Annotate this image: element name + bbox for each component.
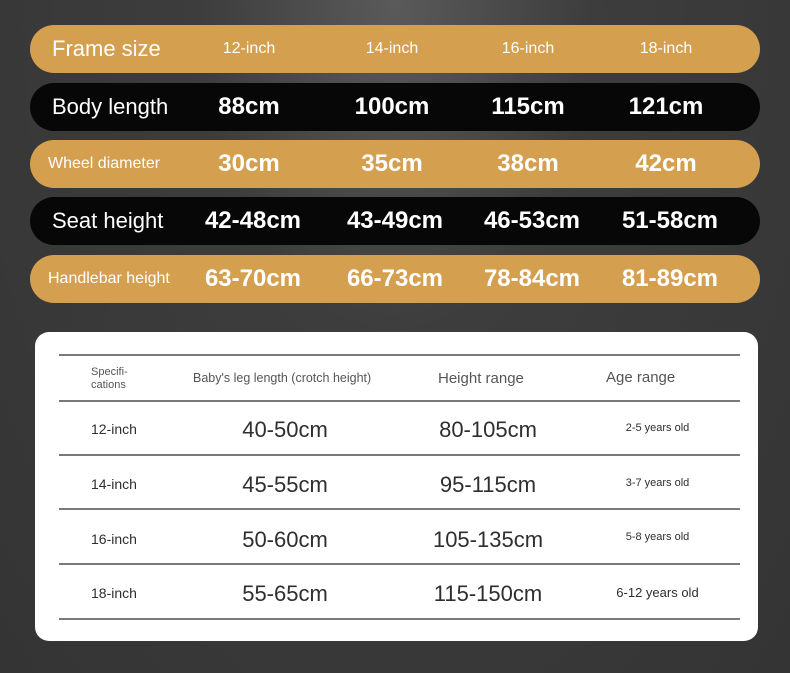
spec-value: 12-inch	[222, 40, 276, 57]
table-cell-age-range: 2-5 years old	[625, 422, 690, 434]
spec-value: 100cm	[354, 93, 430, 120]
table-cell-age-range: 5-8 years old	[625, 531, 690, 543]
table-cell-height-range: 80-105cm	[439, 417, 537, 442]
table-divider	[59, 618, 740, 620]
table-divider	[59, 508, 740, 510]
table-divider	[59, 563, 740, 565]
table-cell-age-range: 3-7 years old	[625, 477, 690, 489]
spec-row-body-length	[30, 83, 760, 131]
table-divider	[59, 454, 740, 456]
spec-row-handlebar-height	[30, 255, 760, 303]
spec-value: 38cm	[497, 150, 559, 177]
spec-header-line2: cations	[91, 379, 126, 391]
table-divider	[59, 354, 740, 356]
spec-value: 14-inch	[365, 40, 419, 57]
table-cell-age-range: 6-12 years old	[616, 585, 699, 600]
column-header-leg-length: Baby's leg length (crotch height)	[193, 371, 372, 385]
table-cell-spec: 14-inch	[91, 476, 137, 492]
table-cell-leg-length: 45-55cm	[242, 472, 328, 497]
spec-header-line1: Specifi-	[91, 366, 128, 378]
spec-row-wheel-diameter	[30, 140, 760, 188]
table-cell-leg-length: 50-60cm	[242, 527, 328, 552]
spec-value: 46-53cm	[483, 207, 581, 234]
spec-row-seat-height	[30, 197, 760, 245]
size-table-card	[35, 332, 758, 641]
spec-value: 81-89cm	[621, 265, 719, 292]
table-cell-leg-length: 40-50cm	[242, 417, 328, 442]
spec-value: 35cm	[361, 150, 423, 177]
spec-value: 78-84cm	[483, 265, 581, 292]
spec-value: 18-inch	[639, 40, 693, 57]
spec-value: 66-73cm	[346, 265, 444, 292]
table-divider	[59, 400, 740, 402]
column-header-specifications	[91, 366, 151, 392]
spec-value: 43-49cm	[346, 207, 444, 234]
spec-value: 63-70cm	[204, 265, 302, 292]
spec-value: 51-58cm	[621, 207, 719, 234]
spec-row-frame-size	[30, 25, 760, 73]
spec-value: 42-48cm	[204, 207, 302, 234]
spec-row-label: Frame size	[52, 36, 161, 61]
spec-value: 88cm	[218, 93, 280, 120]
table-cell-spec: 12-inch	[91, 421, 137, 437]
spec-value: 121cm	[628, 93, 704, 120]
table-cell-spec: 16-inch	[91, 531, 137, 547]
spec-value: 30cm	[218, 150, 280, 177]
spec-row-label: Seat height	[52, 208, 164, 233]
column-header-height-range: Height range	[438, 370, 524, 387]
spec-value: 42cm	[635, 150, 697, 177]
spec-row-label: Wheel diameter	[48, 155, 161, 172]
spec-value: 115cm	[491, 93, 565, 120]
column-header-age-range: Age range	[606, 369, 676, 386]
table-cell-leg-length: 55-65cm	[242, 581, 328, 606]
table-cell-height-range: 105-135cm	[432, 527, 544, 552]
spec-row-label: Handlebar height	[48, 270, 170, 287]
spec-row-label: Body length	[52, 94, 169, 119]
table-cell-spec: 18-inch	[91, 585, 137, 601]
table-cell-height-range: 115-150cm	[433, 581, 543, 606]
spec-value: 16-inch	[501, 40, 555, 57]
table-cell-height-range: 95-115cm	[439, 472, 537, 497]
